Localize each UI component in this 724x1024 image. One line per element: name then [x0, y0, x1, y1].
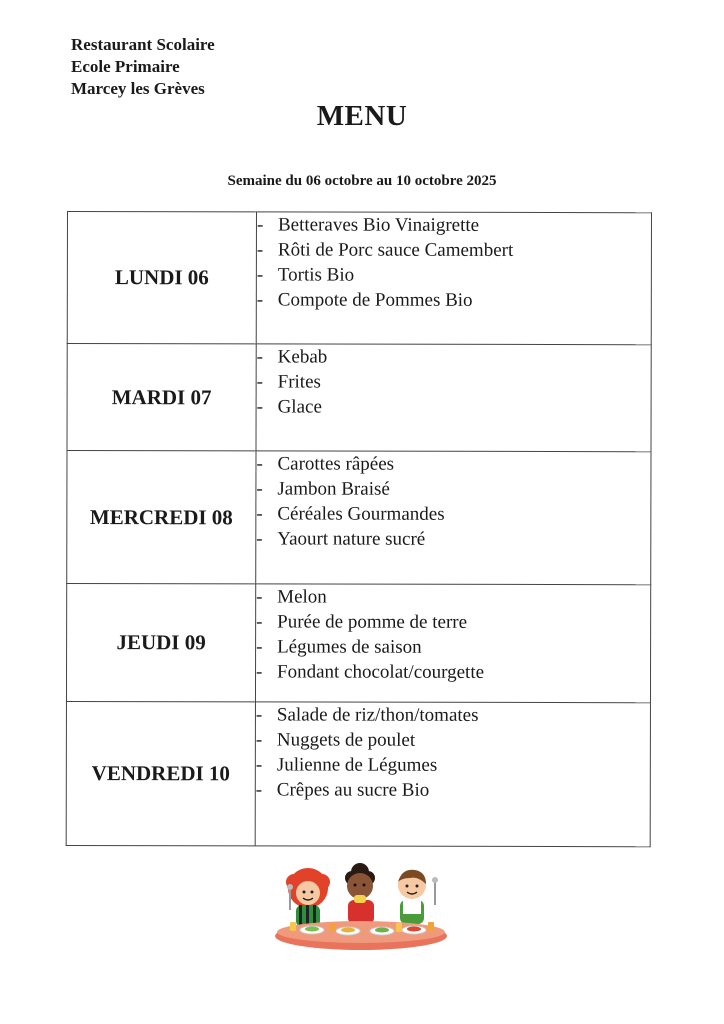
dish-item: - Frites: [257, 369, 651, 395]
children-eating-illustration: [272, 860, 450, 960]
dish-item: - Yaourt nature sucré: [256, 526, 650, 552]
day-label: MERCREDI 08: [67, 451, 256, 584]
dish-item: - Jambon Braisé: [256, 476, 650, 502]
school-header: [71, 34, 215, 100]
dish-cell: [256, 212, 651, 345]
dish-item: - Purée de pomme de terre: [256, 609, 650, 635]
menu-row-thursday: [66, 584, 650, 703]
week-subtitle: Semaine du 06 octobre au 10 octobre 2025: [227, 173, 497, 189]
day-label: JEUDI 09: [66, 584, 255, 702]
dish-item: - Glace: [257, 394, 651, 420]
dish-item: - Julienne de Légumes: [256, 752, 650, 778]
dish-item: - Rôti de Porc sauce Camembert: [257, 237, 651, 263]
child-right: [398, 870, 438, 924]
header-line-town: Marcey les Grèves: [71, 79, 205, 98]
child-middle: [345, 863, 375, 924]
dish-item: - Tortis Bio: [257, 262, 651, 288]
dish-item: - Fondant chocolat/courgette: [256, 659, 650, 685]
menu-row-tuesday: [67, 344, 651, 452]
dish-list: [256, 702, 650, 803]
dish-list: [257, 344, 651, 420]
menu-row-monday: [67, 212, 651, 345]
header-line-school: Ecole Primaire: [71, 57, 180, 76]
dish-item: - Melon: [256, 584, 650, 610]
dish-item: - Salade de riz/thon/tomates: [256, 702, 650, 728]
dish-cell: [255, 702, 650, 847]
dish-item: - Kebab: [257, 344, 651, 370]
dish-cell: [256, 451, 651, 585]
dish-list: [257, 212, 651, 313]
dish-list: [256, 451, 650, 552]
page-title: MENU: [316, 100, 408, 132]
dish-item: - Compote de Pommes Bio: [257, 287, 651, 313]
menu-row-wednesday: [67, 451, 651, 585]
dish-cell: [255, 584, 650, 703]
dish-list: [256, 584, 650, 685]
day-label: LUNDI 06: [67, 212, 256, 344]
dish-item: - Céréales Gourmandes: [256, 501, 650, 527]
dish-item: - Carottes râpées: [256, 451, 650, 477]
day-label: VENDREDI 10: [66, 702, 255, 846]
dish-item: - Crêpes au sucre Bio: [256, 777, 650, 803]
dish-cell: [256, 344, 651, 452]
menu-table: [66, 211, 652, 847]
dish-item: - Légumes de saison: [256, 634, 650, 660]
menu-row-friday: [66, 702, 650, 847]
dish-item: - Betteraves Bio Vinaigrette: [257, 212, 651, 238]
dish-item: - Nuggets de poulet: [256, 727, 650, 753]
child-left: [286, 868, 330, 927]
day-label: MARDI 07: [67, 344, 256, 451]
header-line-restaurant: Restaurant Scolaire: [71, 35, 215, 54]
